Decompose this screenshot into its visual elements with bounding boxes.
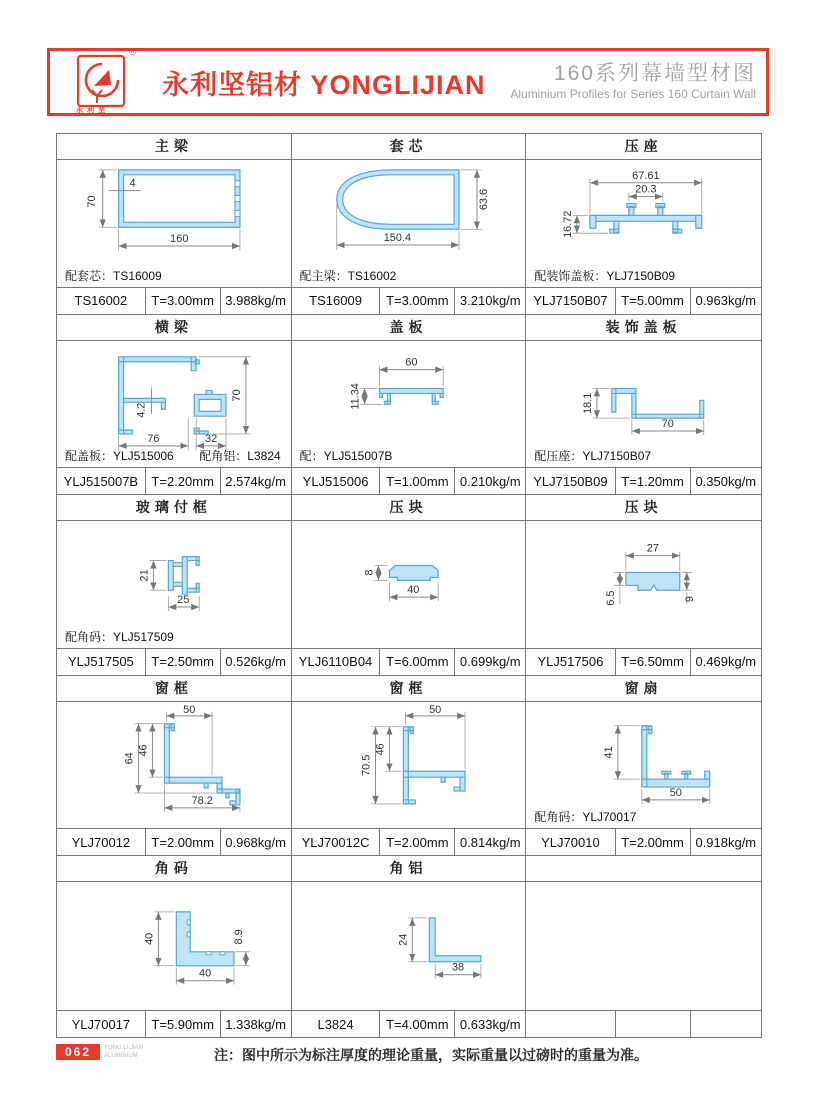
profile-weight: 0.699kg/m [459,654,521,670]
profile-shape [168,557,199,595]
profile-thickness: T=4.00mm [380,1011,455,1037]
dim-label: 67.61 [632,169,660,182]
profile-cell-pressure-block-2 [526,495,761,676]
profile-weight: 0.633kg/m [459,1016,521,1032]
registered-trademark-icon: ® [129,47,136,57]
profile-thickness: T=6.00mm [380,649,455,675]
profile-thickness: T=3.00mm [380,288,455,314]
profile-weight: 1.338kg/m [225,1016,286,1032]
profile-shape [176,912,234,966]
profile-model: YLJ70010 [526,829,615,855]
profile-cell-angle-aluminium [292,856,527,1037]
profile-drawing-area [526,702,761,829]
dim-label: 46 [137,744,150,757]
dim-label: 160 [170,233,189,246]
profile-title: 角铝 [292,856,526,882]
dim-label: 21 [138,569,151,582]
dim-label: 8 [363,569,376,576]
footer-brand-line2: ALUMINIUM [104,1053,138,1059]
profile-drawing [292,341,526,468]
profile-data-row [292,828,526,855]
profile-cell-pressure-block [292,495,527,676]
profile-drawing [292,521,526,648]
dim-label: 4 [129,177,136,190]
profile-drawing-area [57,160,291,287]
profile-weight: 3.988kg/m [225,293,286,309]
profile-title [526,856,761,882]
profile-title: 压块 [292,495,526,521]
company-name [162,63,486,102]
profile-shape [119,170,240,227]
profile-title: 套芯 [292,134,526,160]
profile-note: 配：YLJ515007B [299,449,393,464]
profile-data-row [57,1010,291,1037]
dim-label: 40 [199,968,212,981]
profile-cell-window-frame-c [292,676,527,857]
dim-label: 24 [397,934,410,947]
profile-cell-empty [526,856,761,1037]
profile-weight: 0.526kg/m [225,654,286,670]
dim-label: 78.2 [191,794,213,807]
profile-weight: 0.814kg/m [459,834,521,850]
profile-cell-cover-plate [292,315,527,496]
profile-model: TS16009 [292,288,381,314]
profile-title: 窗框 [57,676,291,702]
profile-drawing-area [57,521,291,648]
profile-drawing-area [292,702,526,829]
profile-drawing [526,521,761,648]
dim-label: 50 [670,786,683,799]
logo-seal-characters: 永利坚 [76,107,109,114]
dim-label: 70.5 [360,754,373,776]
dim-label: 8.9 [232,929,245,945]
profile-note: 配套芯：TS16009 [65,268,162,283]
dim-label: 16.72 [562,210,575,238]
dim-label: 41 [603,746,616,759]
profile-note: 配角码：YLJ70017 [534,810,637,825]
profile-drawing-area [526,160,761,287]
profile-note: 配压座：YLJ7150B07 [534,449,652,464]
profile-weight: 3.210kg/m [459,293,521,309]
profile-model: TS16002 [57,288,146,314]
profile-title: 窗扇 [526,676,761,702]
profile-cell-corner-bracket [57,856,292,1037]
profile-weight: 2.574kg/m [225,473,286,489]
dim-label: 11.34 [349,382,362,410]
profile-thickness: T=2.20mm [146,468,221,494]
profile-data-row [526,648,761,675]
dim-label: 18.1 [582,392,595,414]
dim-label: 50 [428,703,441,716]
profile-thickness: T=2.00mm [616,829,691,855]
profile-model: YLJ517505 [57,649,146,675]
profile-model [526,1011,615,1037]
profile-shape [590,215,702,221]
profile-model: YLJ515007B [57,468,146,494]
profile-drawing [526,160,761,287]
profile-data-row [292,467,526,494]
profile-shape [642,726,710,787]
profile-thickness: T=2.00mm [146,829,221,855]
profile-drawing-area [57,882,291,1010]
profile-note: 配主梁：TS16002 [299,268,397,283]
profile-data-row [57,828,291,855]
profile-cell-cross-beam [57,315,292,496]
profile-drawing-area [526,882,761,1010]
dim-label: 20.3 [635,183,657,196]
company-name-cn: 永利坚铝材 [162,69,302,100]
profile-drawing-area [292,160,526,287]
profile-weight: 0.210kg/m [459,473,521,489]
profile-cell-sleeve-core [292,134,527,315]
footer-brand-line1: YONG LI JIAN [104,1045,144,1051]
profile-drawing [292,882,526,1010]
profile-shape [379,388,443,404]
profile-data-row [57,287,291,314]
profile-drawing-area [526,521,761,648]
profile-note: 配盖板：YLJ515006 配角铝：L3824 [65,449,281,464]
profile-thickness: T=2.50mm [146,649,221,675]
profile-model: YLJ517506 [526,649,615,675]
profile-shape [389,566,438,581]
profile-shape [403,727,465,804]
dim-label: 6.5 [605,590,618,606]
profile-title: 玻璃付框 [57,495,291,521]
profile-drawing [57,521,291,648]
profile-drawing [57,160,291,287]
profile-model: YLJ6110B04 [292,649,381,675]
dim-label: 70 [662,417,675,430]
company-logo [74,47,136,115]
dim-label: 63.6 [477,188,490,211]
profile-drawing-area [292,341,526,468]
profile-title: 压块 [526,495,761,521]
profile-thickness: T=5.90mm [146,1011,221,1037]
footer-note: 注：图中所示为标注厚度的理论重量，实际重量以过磅时的重量为准。 [214,1047,648,1063]
profile-drawing [57,882,291,1010]
company-name-en: YONGLIJIAN [310,69,486,100]
profile-drawing-area [57,702,291,829]
profile-note: 配角码：YLJ517509 [65,629,174,644]
profile-drawing [57,702,291,829]
profile-data-row [292,1010,526,1037]
profile-note: 配装饰盖板：YLJ7150B09 [534,268,676,283]
profile-data-row [292,287,526,314]
profile-model: YLJ7150B09 [526,468,615,494]
page-number-badge: 062 [56,1044,100,1060]
profile-thickness: T=6.50mm [616,649,691,675]
dim-label: 76 [147,432,160,445]
series-title-cn: 160系列幕墙型材图 [553,62,756,86]
dim-label: 150.4 [383,232,411,245]
profile-cell-decorative-cover [526,315,761,496]
dim-label: 60 [404,356,418,369]
profile-title: 装饰盖板 [526,315,761,341]
profile-cell-window-sash [526,676,761,857]
profile-thickness: T=5.00mm [616,288,691,314]
profile-drawing [292,702,526,829]
dim-label: 32 [205,432,218,445]
profile-weight: 0.918kg/m [695,834,757,850]
dim-label: 38 [451,962,464,975]
profile-weight: 0.968kg/m [225,834,286,850]
profile-cell-glass-subframe [57,495,292,676]
profile-model: YLJ70012 [57,829,146,855]
profile-drawing [526,702,761,829]
profile-thickness [616,1011,691,1037]
profile-model: YLJ70012C [292,829,381,855]
profile-table [56,133,762,1038]
profile-data-row [292,648,526,675]
profile-data-row [526,287,761,314]
dim-label: 27 [647,542,660,555]
profile-weight: 0.469kg/m [695,654,757,670]
profile-drawing-area [292,521,526,648]
profile-data-row [526,467,761,494]
profile-thickness: T=1.00mm [380,468,455,494]
footer-brand [104,1044,143,1060]
dim-label: 70 [230,388,243,402]
profile-cell-pressure-seat [526,134,761,315]
profile-model: YLJ7150B07 [526,288,615,314]
profile-shape [336,170,458,229]
profile-title: 角码 [57,856,291,882]
dim-label: 70 [85,195,98,208]
profile-data-row [57,648,291,675]
profile-drawing-area [526,341,761,468]
profile-model: YLJ515006 [292,468,381,494]
page-header [47,48,769,116]
profile-thickness: T=1.20mm [616,468,691,494]
profile-title: 盖板 [292,315,526,341]
profile-shape [626,573,680,591]
profile-shape [612,388,704,418]
dim-label: 40 [143,933,156,946]
profile-title: 窗框 [292,676,526,702]
profile-data-row [57,467,291,494]
profile-thickness: T=3.00mm [146,288,221,314]
series-title-en: Aluminium Profiles for Series 160 Curtain Wall [510,87,756,102]
profile-shape [429,918,481,962]
profile-data-row [526,1010,761,1037]
dim-label: 64 [123,752,136,765]
profile-drawing-area [292,882,526,1010]
profile-data-row [526,828,761,855]
dim-label: 46 [374,743,387,756]
profile-model: YLJ70017 [57,1011,146,1037]
profile-title: 压座 [526,134,761,160]
profile-drawing-area [57,341,291,468]
dim-label: 50 [183,703,196,716]
profile-drawing [292,160,526,287]
profile-title: 横梁 [57,315,291,341]
dim-label: 40 [406,584,420,597]
profile-cell-window-frame [57,676,292,857]
dim-label: 4.2 [135,402,148,418]
dim-label: 9 [684,596,697,603]
dim-label: 25 [177,594,190,607]
profile-thickness: T=2.00mm [380,829,455,855]
profile-title: 主梁 [57,134,291,160]
profile-weight [691,1011,761,1037]
profile-drawing [57,341,291,468]
profile-weight: 0.350kg/m [695,473,757,489]
series-title-block [510,62,756,102]
profile-model: L3824 [292,1011,381,1037]
profile-cell-main-beam [57,134,292,315]
profile-drawing [526,341,761,468]
profile-weight: 0.963kg/m [695,293,757,309]
